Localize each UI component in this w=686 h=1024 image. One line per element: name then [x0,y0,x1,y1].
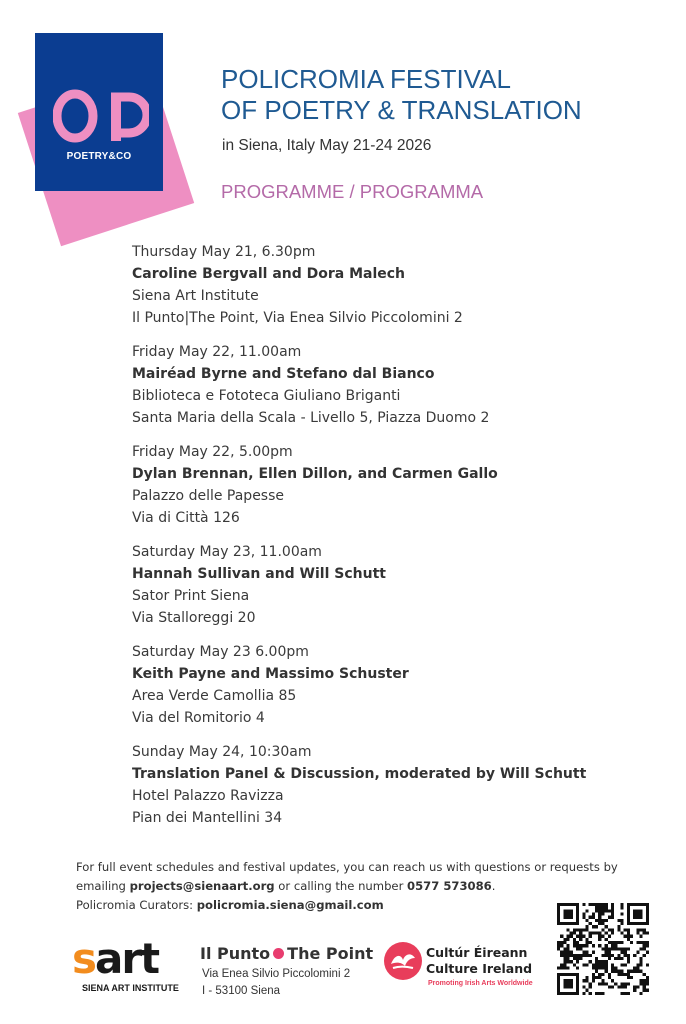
event-date: Saturday May 23 6.00pm [132,644,309,660]
title-line-1: POLICROMIA FESTIVAL [221,64,511,94]
event-item [132,741,632,829]
il-punto-left: Il Punto [200,944,271,963]
contact-line-2 [76,877,636,896]
logo-text: POETRY&CO [66,151,132,162]
il-punto-address-2: I - 53100 Siena [202,985,281,997]
event-names: Dylan Brennan, Ellen Dillon, and Carmen Gallo [132,466,498,482]
sart-wordmark [72,934,158,983]
il-punto-address-1: Via Enea Silvio Piccolomini 2 [202,968,351,980]
event-names: Caroline Bergvall and Dora Malech [132,266,406,282]
event-item [132,641,632,729]
event-address: Via del Romitorio 4 [132,710,265,726]
qr-code-icon[interactable] [557,903,649,995]
event-names: Keith Payne and Massimo Schuster [132,666,409,682]
event-date: Thursday May 21, 6.30pm [132,244,316,260]
event-address: Pian dei Mantellini 34 [132,810,283,826]
event-address: Via di Città 126 [132,510,240,526]
event-date: Friday May 22, 11.00am [132,344,302,360]
title-line-2: OF POETRY & TRANSLATION [221,95,582,125]
sart-rest: art [95,934,159,983]
curators-label: Policromia Curators: [76,898,197,912]
il-punto-title [200,944,380,963]
event-names: Hannah Sullivan and Will Schutt [132,566,386,582]
po-monogram-icon [53,85,149,147]
festival-subtitle: in Siena, Italy May 21-24 2026 [222,137,432,154]
culture-tagline: Promoting Irish Arts Worldwide [428,980,533,987]
event-venue: Palazzo delle Papesse [132,488,285,504]
contact-prefix: emailing [76,879,130,893]
event-item [132,441,632,529]
event-date: Saturday May 23, 11.00am [132,544,322,560]
il-punto-logo [200,944,380,1000]
culture-english-name: Culture Ireland [426,961,533,976]
curators-line [76,896,636,915]
programme-heading: PROGRAMME / PROGRAMMA [221,181,484,202]
logo-blue-square [35,33,163,191]
curators-email-link[interactable]: policromia.siena@gmail.com [196,898,384,912]
event-date: Sunday May 24, 10:30am [132,744,312,760]
contact-suffix: . [491,879,496,893]
contact-line-1: For full event schedules and festival updates, you can reach us with questions or requests by [76,860,618,874]
festival-title [221,64,582,126]
event-names: Mairéad Byrne and Stefano dal Bianco [132,366,435,382]
event-date: Friday May 22, 5.00pm [132,444,293,460]
siena-art-institute-logo [72,934,184,998]
event-venue: Sator Print Siena [132,588,250,604]
poetry-co-logo [20,28,200,228]
event-names: Translation Panel & Discussion, moderated by Will Schutt [132,766,587,782]
event-address: Il Punto|The Point, Via Enea Silvio Piccolomini 2 [132,310,463,326]
culture-ireland-icon [384,942,422,980]
event-address: Via Stalloreggi 20 [132,610,256,626]
culture-ireland-logo [384,940,544,990]
contact-email-link[interactable]: projects@sienaart.org [129,879,275,893]
event-venue: Hotel Palazzo Ravizza [132,788,284,804]
contact-info [76,858,636,915]
sart-subtitle: SIENA ART INSTITUTE [82,983,179,993]
event-address: Santa Maria della Scala - Livello 5, Piazza Duomo 2 [132,410,490,426]
sart-s: s [72,934,95,983]
event-venue: Siena Art Institute [132,288,259,304]
event-item [132,541,632,629]
event-item [132,341,632,429]
contact-middle: or calling the number [274,879,408,893]
il-punto-address [200,966,380,1000]
contact-phone[interactable]: 0577 573086 [407,879,492,893]
event-item [132,241,632,329]
event-venue: Area Verde Camollia 85 [132,688,297,704]
event-list [132,241,632,841]
il-punto-right: The Point [287,944,374,963]
pink-dot-icon [273,948,284,959]
culture-irish-name: Cultúr Éireann [426,945,528,960]
event-venue: Biblioteca e Fototeca Giuliano Briganti [132,388,401,404]
